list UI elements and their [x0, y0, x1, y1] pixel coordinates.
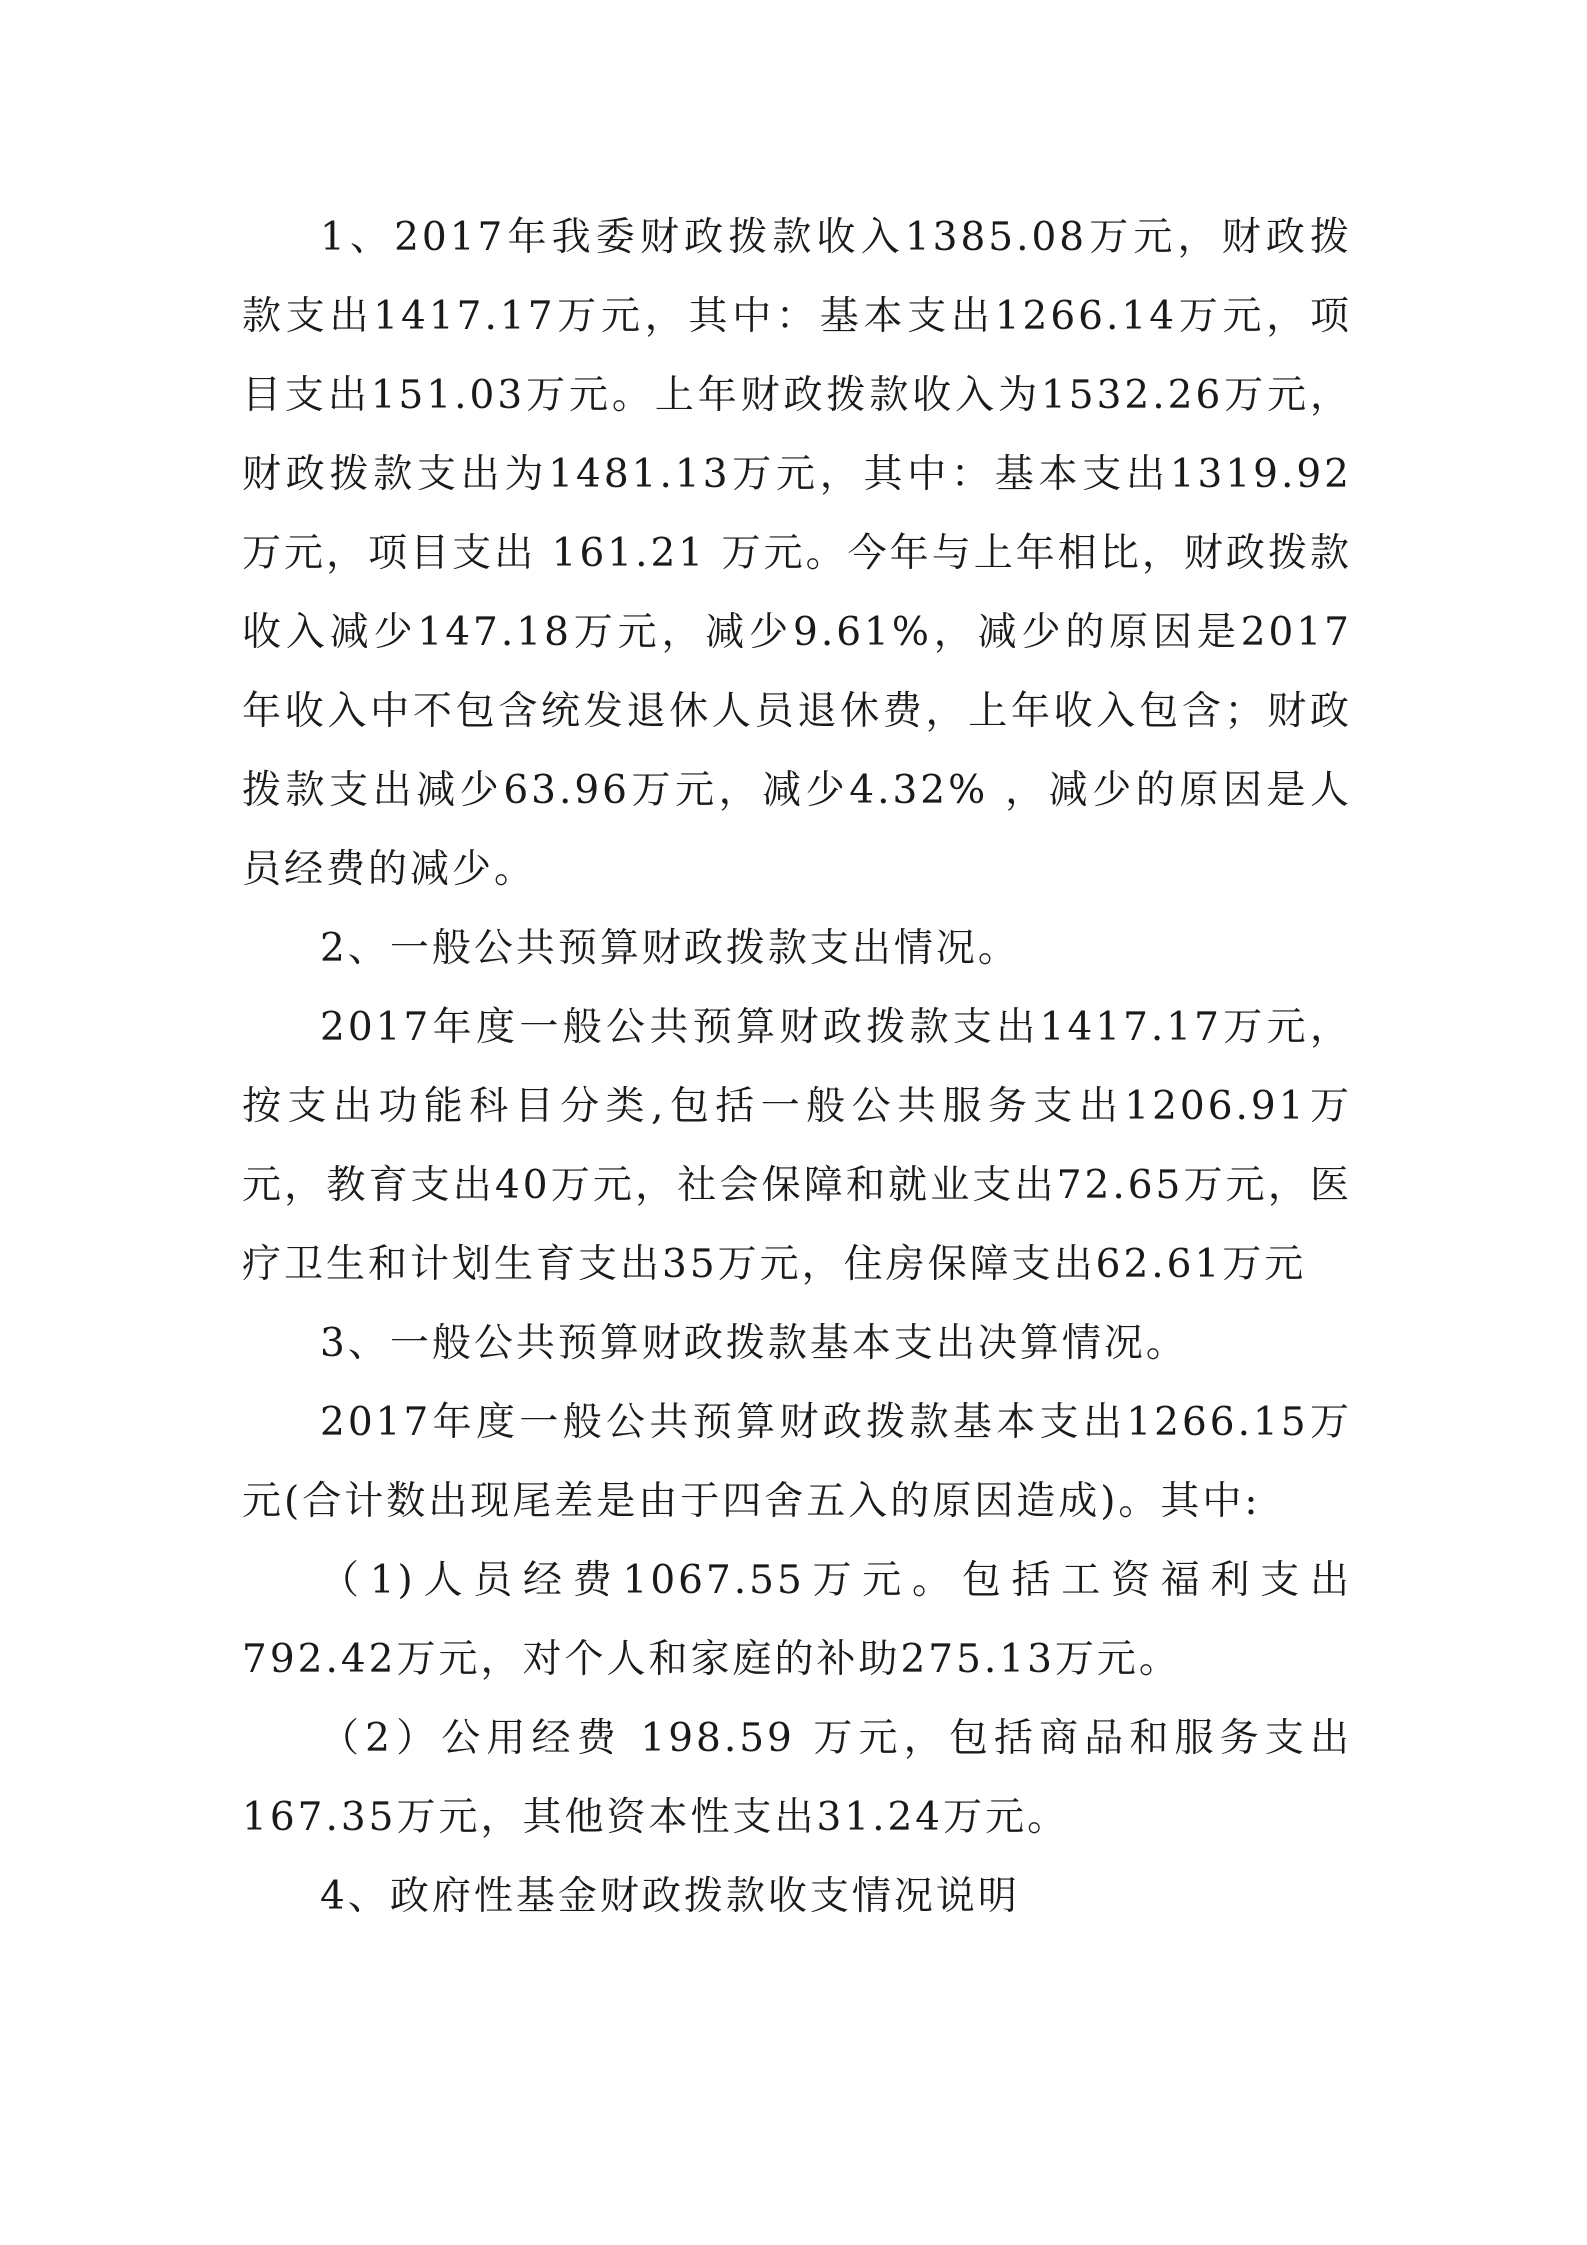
document-body — [242, 198, 1352, 1936]
paragraph-public-expenses: （2）公用经费 198.59 万元，包括商品和服务支出167.35万元，其他资本性支出31.24万元。 — [242, 1716, 1352, 1840]
paragraph-heading-basic-expenditure: 3、一般公共预算财政拨款基本支出决算情况。 — [320, 1321, 1188, 1366]
paragraph-heading-government-fund: 4、政府性基金财政拨款收支情况说明 — [320, 1874, 1020, 1919]
paragraph-basic-expenditure-total: 2017年度一般公共预算财政拨款基本支出1266.15万元(合计数出现尾差是由于四舍五入的原因造成)。其中: — [242, 1400, 1352, 1524]
paragraph-personnel-expenses: （1)人员经费1067.55万元。包括工资福利支出792.42万元，对个人和家庭的补助275.13万元。 — [242, 1558, 1352, 1682]
paragraph-general-budget-expenditure-detail: 2017年度一般公共预算财政拨款支出1417.17万元，按支出功能科目分类,包括一般公共服务支出1206.91万元，教育支出40万元，社会保障和就业支出72.65万元，医疗卫生和计划生育支出35万元，住房保障支出62.61万元 — [242, 1005, 1352, 1287]
paragraph-heading-general-budget-expenditure: 2、一般公共预算财政拨款支出情况。 — [320, 926, 1020, 971]
paragraph-revenue-expenditure-comparison: 1、2017年我委财政拨款收入1385.08万元，财政拨款支出1417.17万元，其中：基本支出1266.14万元，项目支出151.03万元。上年财政拨款收入为1532.26万元，财政拨款支出为1481.13万元，其中：基本支出1319.92万元，项目支出 161.21 万元。今年与上年相比，财政拨款收入减少147.18万元，减少9.61%，减少的原因是2017年收入中不包含统发退休人员退休费，上年收入包含；财政拨款支出减少63.96万元，减少4.32% ，减少的原因是人员经费的减少。 — [242, 215, 1352, 892]
